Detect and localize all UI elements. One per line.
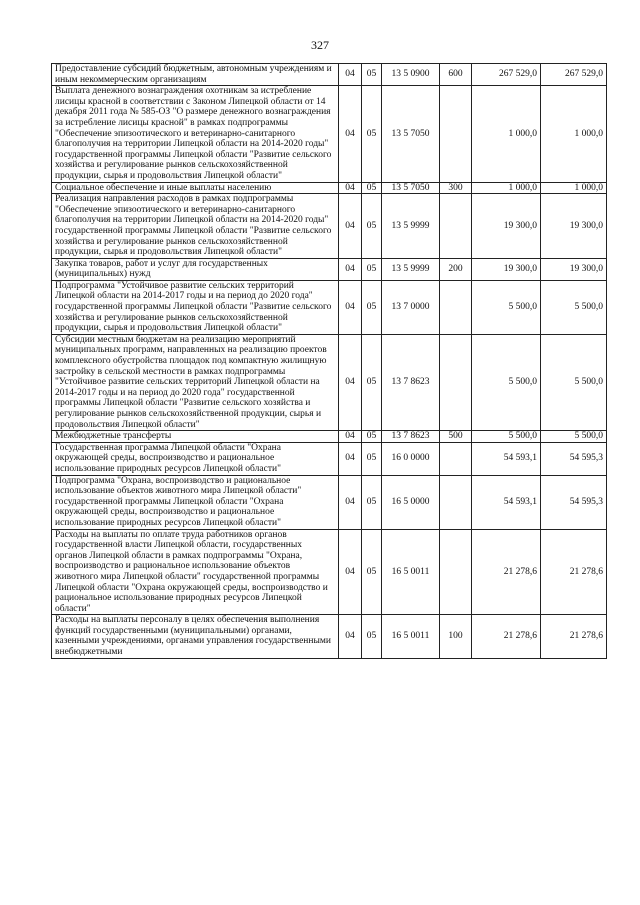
row-target-code: 13 5 7050 <box>382 86 440 182</box>
row-sum-1: 5 500,0 <box>472 280 541 334</box>
row-sum-2: 267 529,0 <box>541 64 607 86</box>
row-target-code: 13 5 9999 <box>382 194 440 259</box>
row-sum-2: 1 000,0 <box>541 86 607 182</box>
row-target-code: 13 7 8623 <box>382 334 440 430</box>
row-subsection: 05 <box>362 615 382 658</box>
budget-table <box>51 63 607 659</box>
row-name: Межбюджетные трансферты <box>52 431 339 443</box>
row-section: 04 <box>339 280 362 334</box>
row-name: Подпрограмма "Устойчивое развитие сельских территорий Липецкой области на 2014-2017 годы и на период до 2020 года" государственной программы Липецкой области "Развитие сельского хозяйства и регулирование рынков сельскохозяйственной продукции, сырья и продовольствия Липецкой области" <box>52 280 339 334</box>
row-expense-type <box>440 475 472 529</box>
row-section: 04 <box>339 194 362 259</box>
row-expense-type <box>440 194 472 259</box>
row-expense-type <box>440 529 472 615</box>
row-subsection: 05 <box>362 194 382 259</box>
row-target-code: 13 5 0900 <box>382 64 440 86</box>
row-sum-1: 21 278,6 <box>472 529 541 615</box>
row-section: 04 <box>339 442 362 475</box>
row-subsection: 05 <box>362 334 382 430</box>
row-sum-2: 21 278,6 <box>541 615 607 658</box>
row-name: Предоставление субсидий бюджетным, автономным учреждениям и иным некоммерческим организациям <box>52 64 339 86</box>
row-section: 04 <box>339 615 362 658</box>
row-target-code: 16 5 0000 <box>382 475 440 529</box>
row-name: Реализация направления расходов в рамках подпрограммы "Обеспечение эпизоотического и ветеринарно-санитарного благополучия на территории Липецкой области на 2014-2020 годы" государственной программы Липецкой области "Развитие сельского хозяйства и регулирование рынков сельскохозяйственной продукции, сырья и продовольствия Липецкой области" <box>52 194 339 259</box>
row-name: Социальное обеспечение и иные выплаты населению <box>52 182 339 194</box>
row-subsection: 05 <box>362 258 382 280</box>
table-row <box>52 615 607 658</box>
row-section: 04 <box>339 431 362 443</box>
row-expense-type <box>440 334 472 430</box>
row-sum-2: 54 595,3 <box>541 442 607 475</box>
table-row <box>52 431 607 443</box>
row-section: 04 <box>339 529 362 615</box>
row-section: 04 <box>339 182 362 194</box>
row-name: Государственная программа Липецкой области "Охрана окружающей среды, воспроизводство и рациональное использование природных ресурсов Липецкой области" <box>52 442 339 475</box>
table-row <box>52 258 607 280</box>
row-name: Закупка товаров, работ и услуг для государственных (муниципальных) нужд <box>52 258 339 280</box>
row-sum-2: 5 500,0 <box>541 280 607 334</box>
row-section: 04 <box>339 334 362 430</box>
row-subsection: 05 <box>362 529 382 615</box>
row-sum-2: 5 500,0 <box>541 334 607 430</box>
row-target-code: 13 7 0000 <box>382 280 440 334</box>
row-sum-1: 267 529,0 <box>472 64 541 86</box>
row-expense-type: 200 <box>440 258 472 280</box>
table-row <box>52 86 607 182</box>
row-target-code: 13 7 8623 <box>382 431 440 443</box>
row-sum-1: 19 300,0 <box>472 258 541 280</box>
row-section: 04 <box>339 258 362 280</box>
row-expense-type <box>440 442 472 475</box>
row-sum-1: 54 593,1 <box>472 442 541 475</box>
row-subsection: 05 <box>362 442 382 475</box>
table-row <box>52 334 607 430</box>
row-sum-1: 1 000,0 <box>472 182 541 194</box>
row-name: Выплата денежного вознаграждения охотникам за истребление лисицы красной в соответствии с Законом Липецкой области от 14 декабря 2011 года № 585-ОЗ "О размере денежного вознаграждения за истребление лисицы красной" в рамках подпрограммы "Обеспечение эпизоотического и ветеринарно-санитарного благополучия на территории Липецкой области на 2014-2020 годы" государственной программы Липецкой области "Развитие сельского хозяйства и регулирование рынков сельскохозяйственной продукции, сырья и продовольствия Липецкой области" <box>52 86 339 182</box>
page-number: 327 <box>311 38 329 52</box>
row-target-code: 13 5 9999 <box>382 258 440 280</box>
row-expense-type <box>440 86 472 182</box>
row-sum-1: 19 300,0 <box>472 194 541 259</box>
row-name: Субсидии местным бюджетам на реализацию мероприятий муниципальных программ, направленных на реализацию проектов комплексного обустройства площадок под компактную жилищную застройку в сельской местности в рамках подпрограммы "Устойчивое развитие сельских территорий Липецкой области на 2014-2017 годы и на период до 2020 года" государственной программы Липецкой области "Развитие сельского хозяйства и регулирование рынков сельскохозяйственной продукции, сырья и продовольствия Липецкой области" <box>52 334 339 430</box>
row-section: 04 <box>339 86 362 182</box>
table-row <box>52 442 607 475</box>
row-sum-1: 1 000,0 <box>472 86 541 182</box>
table-row <box>52 529 607 615</box>
table-row <box>52 280 607 334</box>
row-sum-2: 5 500,0 <box>541 431 607 443</box>
row-sum-1: 21 278,6 <box>472 615 541 658</box>
table-row <box>52 64 607 86</box>
row-subsection: 05 <box>362 475 382 529</box>
row-name: Подпрограмма "Охрана, воспроизводство и рациональное использование объектов животного мира Липецкой области" государственной программы Липецкой области "Охрана окружающей среды, воспроизводство и рациональное использование природных ресурсов Липецкой области" <box>52 475 339 529</box>
row-expense-type <box>440 280 472 334</box>
row-subsection: 05 <box>362 182 382 194</box>
table-row <box>52 475 607 529</box>
row-sum-2: 19 300,0 <box>541 258 607 280</box>
row-subsection: 05 <box>362 86 382 182</box>
row-sum-2: 1 000,0 <box>541 182 607 194</box>
row-name: Расходы на выплаты персоналу в целях обеспечения выполнения функций государственными (муниципальными) органами, казенными учреждениями, органами управления государственными внебюджетными <box>52 615 339 658</box>
row-target-code: 16 5 0011 <box>382 529 440 615</box>
row-target-code: 13 5 7050 <box>382 182 440 194</box>
row-subsection: 05 <box>362 431 382 443</box>
row-subsection: 05 <box>362 64 382 86</box>
row-section: 04 <box>339 64 362 86</box>
table-row <box>52 194 607 259</box>
row-sum-1: 54 593,1 <box>472 475 541 529</box>
row-sum-2: 21 278,6 <box>541 529 607 615</box>
row-section: 04 <box>339 475 362 529</box>
row-expense-type: 600 <box>440 64 472 86</box>
row-sum-1: 5 500,0 <box>472 431 541 443</box>
row-sum-2: 54 595,3 <box>541 475 607 529</box>
table-row <box>52 182 607 194</box>
row-sum-2: 19 300,0 <box>541 194 607 259</box>
row-target-code: 16 0 0000 <box>382 442 440 475</box>
row-expense-type: 300 <box>440 182 472 194</box>
row-sum-1: 5 500,0 <box>472 334 541 430</box>
row-expense-type: 100 <box>440 615 472 658</box>
row-subsection: 05 <box>362 280 382 334</box>
row-expense-type: 500 <box>440 431 472 443</box>
row-target-code: 16 5 0011 <box>382 615 440 658</box>
row-name: Расходы на выплаты по оплате труда работников органов государственной власти Липецкой области, государственных органов Липецкой области в рамках подпрограммы "Охрана, воспроизводство и рациональное использование объектов животного мира Липецкой области" государственной программы Липецкой области "Охрана окружающей среды, воспроизводство и рациональное использование природных ресурсов Липецкой области" <box>52 529 339 615</box>
